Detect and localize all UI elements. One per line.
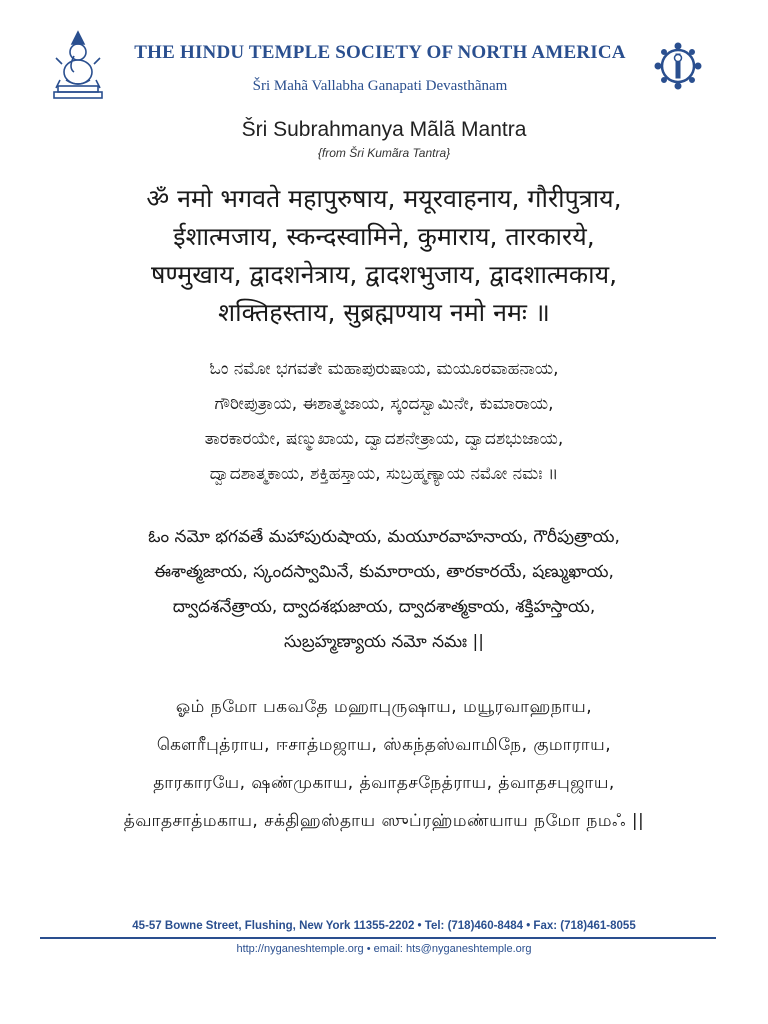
mantra-source: {from Šri Kumãra Tantra}	[317, 146, 451, 160]
mantra-kannada	[60, 352, 708, 492]
mantra-telugu	[60, 520, 708, 660]
ganesha-emblem-icon	[50, 28, 106, 102]
mantra-line: ದ್ವಾದಶಾತ್ಮಕಾಯ, ಶಕ್ತಿಹಸ್ತಾಯ, ಸುಬ್ರಹ್ಮಣ್ಯಾಯ ನಮೋ ನಮಃ ॥	[209, 464, 559, 484]
mantra-line: கௌரீபுத்ராய, ஈசாத்மஜாய, ஸ்கந்தஸ்வாமிநே, குமாராய,	[156, 735, 612, 755]
footer-divider	[40, 937, 716, 939]
mantra-title: Šri Subrahmanya Mãlã Mantra	[241, 118, 527, 141]
mantra-line: సుబ్రహ్మణ్యాయ నమో నమః ||	[284, 632, 484, 652]
mantra-line: ತಾರಕಾರಯೇ, ಷಣ್ಮುಖಾಯ, ದ್ವಾದಶನೇತ್ರಾಯ, ದ್ವಾದಶಭುಜಾಯ,	[204, 429, 564, 449]
organization-title: THE HINDU TEMPLE SOCIETY OF NORTH AMERICA	[134, 42, 626, 63]
mantra-line: ಗೌರೀಪುತ್ರಾಯ, ಈಶಾತ್ಮಜಾಯ, ಸ್ಕಂದಸ್ವಾಮಿನೇ, ಕುಮಾರಾಯ,	[214, 394, 554, 414]
mantra-line: ॐ नमो भगवते महापुरुषाय, मयूरवाहनाय, गौरीपुत्राय,	[146, 184, 622, 213]
footer-web-contact: http://nyganeshtemple.org • email: hts@nyganeshtemple.org	[236, 943, 532, 955]
organization-subtitle: Šri Mahã Vallabha Ganapati Devasthãnam	[252, 78, 508, 94]
mantra-line: ఈశాత్మజాయ, స్కందస్వామినే, కుమారాయ, తారకారయే, షణ్ముఖాయ,	[154, 562, 614, 582]
om-seal-icon	[652, 40, 704, 92]
mantra-line: ఓం నమో భగవతే మహాపురుషాయ, మయూరవాహనాయ, గౌరీపుత్రాయ,	[148, 527, 620, 547]
mantra-line: தாரகாரயே, ஷண்முகாய, த்வாதசநேத்ராய, த்வாதசபுஜாய,	[153, 773, 615, 793]
mantra-line: த்வாதசாத்மகாய, சக்திஹஸ்தாய ஸுப்ரஹ்மண்யாய நமோ நமஃ ||	[123, 811, 645, 831]
footer-address: 45-57 Bowne Street, Flushing, New York 11355-2202 • Tel: (718)460-8484 • Fax: (718)461-8055	[132, 920, 636, 932]
mantra-tamil	[60, 688, 708, 840]
mantra-line: ஓம் நமோ பகவதே மஹாபுருஷாய, மயூரவாஹநாய,	[175, 697, 593, 717]
mantra-line: ಓಂ ನಮೋ ಭಗವತೇ ಮಹಾಪುರುಷಾಯ, ಮಯೂರವಾಹನಾಯ,	[209, 359, 559, 379]
mantra-line: षण्मुखाय, द्वादशनेत्राय, द्वादशभुजाय, द्वादशात्मकाय,	[150, 260, 618, 289]
mantra-line: शक्तिहस्ताय, सुब्रह्मण्याय नमो नमः ॥	[218, 298, 550, 327]
mantra-line: ईशात्मजाय, स्कन्दस्वामिने, कुमाराय, तारकारये,	[173, 222, 595, 251]
mantra-devanagari	[60, 180, 708, 332]
mantra-line: ద్వాదశనేత్రాయ, ద్వాదశభుజాయ, ద్వాదశాత్మకాయ, శక్తిహస్తాయ,	[172, 597, 596, 617]
